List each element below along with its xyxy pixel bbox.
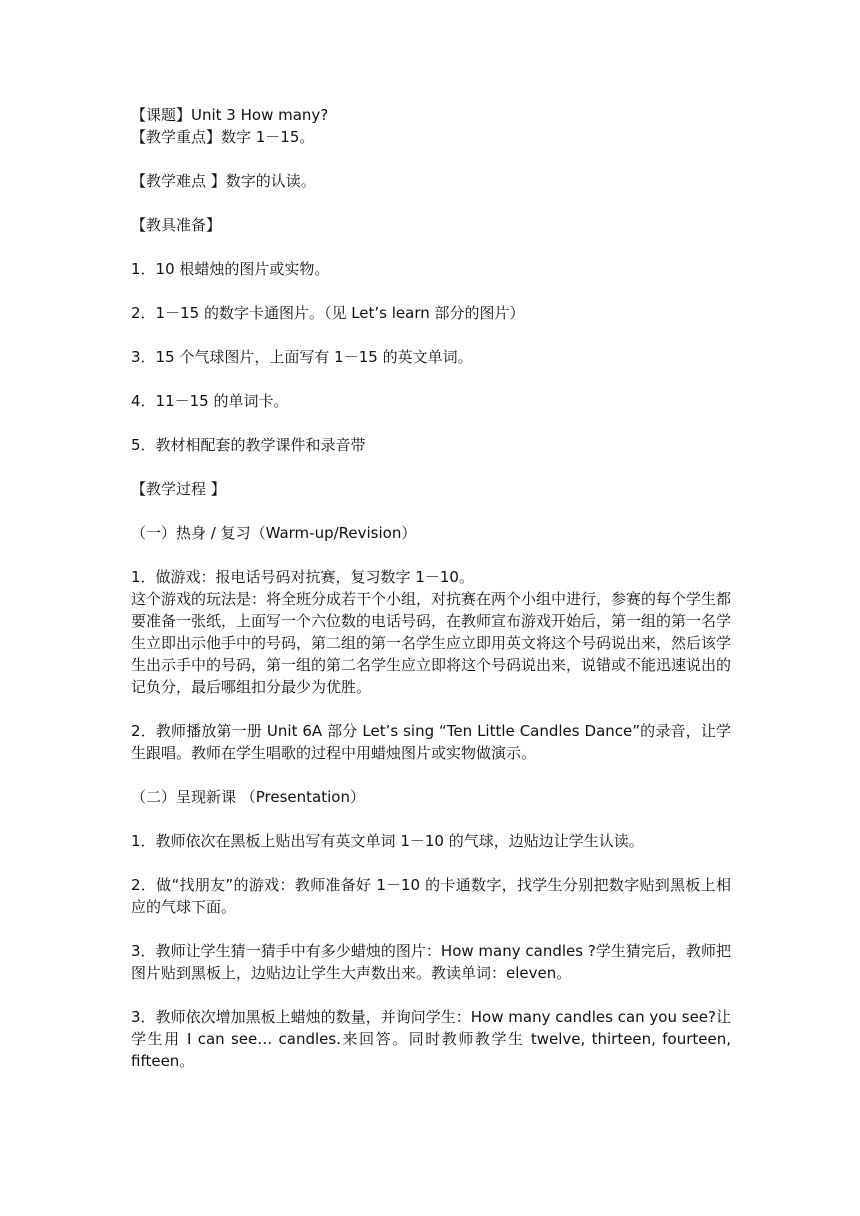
spacer: [131, 500, 731, 522]
materials-item-1: 1．10 根蜡烛的图片或实物。: [131, 260, 330, 278]
section-presentation-heading: （二）呈现新课 （Presentation）: [131, 788, 365, 806]
spacer: [131, 808, 731, 830]
warmup-step-1: 1．做游戏：报电话号码对抗赛，复习数字 1－10。: [131, 568, 474, 586]
spacer: [131, 544, 731, 566]
spacer: [131, 192, 731, 214]
presentation-step-1: 1．教师依次在黑板上贴出写有英文单词 1－10 的气球，边贴边让学生认读。: [131, 832, 644, 850]
teaching-focus: 【教学重点】数字 1－15。: [131, 128, 315, 146]
process-heading: 【教学过程 】: [131, 480, 226, 498]
warmup-step-2: 2．教师播放第一册 Unit 6A 部分 Let’s sing “Ten Little Candles Dance”的录音，让学生跟唱。教师在学生唱歌的过程中用蜡烛图片或实物做演示。: [131, 722, 731, 762]
section-warmup-heading: （一）热身 / 复习（Warm-up/Revision）: [131, 524, 417, 542]
presentation-step-2: 2．做“找朋友”的游戏：教师准备好 1－10 的卡通数字，找学生分别把数字贴到黑板上相应的气球下面。: [131, 876, 731, 916]
materials-item-2: 2．1－15 的数字卡通图片。（见 Let’s learn 部分的图片）: [131, 304, 525, 322]
spacer: [131, 280, 731, 302]
teaching-difficulty: 【教学难点 】数字的认读。: [131, 172, 316, 190]
spacer: [131, 148, 731, 170]
materials-item-5: 5．教材相配套的教学课件和录音带: [131, 436, 366, 454]
spacer: [131, 852, 731, 874]
presentation-step-3b: 3．教师依次增加黑板上蜡烛的数量，并询问学生：How many candles can you see?让学生用 I can see… candles.来回答。同时教师教学生 twelve, thirteen, fourteen, fifteen。: [131, 1008, 731, 1070]
spacer: [131, 918, 731, 940]
spacer: [131, 456, 731, 478]
spacer: [131, 368, 731, 390]
materials-heading: 【教具准备】: [131, 216, 222, 234]
spacer: [131, 698, 731, 720]
spacer: [131, 984, 731, 1006]
presentation-step-3a: 3．教师让学生猜一猜手中有多少蜡烛的图片：How many candles ?学生猜完后，教师把图片贴到黑板上，边贴边让学生大声数出来。教读单词：eleven。: [131, 942, 731, 982]
spacer: [131, 764, 731, 786]
lesson-title: 【课题】Unit 3 How many?: [131, 106, 329, 124]
spacer: [131, 412, 731, 434]
spacer: [131, 324, 731, 346]
spacer: [131, 236, 731, 258]
materials-item-4: 4．11－15 的单词卡。: [131, 392, 289, 410]
materials-item-3: 3．15 个气球图片，上面写有 1－15 的英文单词。: [131, 348, 473, 366]
game-rules-paragraph: 这个游戏的玩法是：将全班分成若干个小组，对抗赛在两个小组中进行，参赛的每个学生都要准备一张纸，上面写一个六位数的电话号码，在教师宣布游戏开始后，第一组的第一名学生立即出示他手中的号码，第二组的第一名学生应立即用英文将这个号码说出来，然后该学生出示手中的号码，第一组的第二名学生应立即将这个号码说出来，说错或不能迅速说出的记负分，最后哪组扣分最少为优胜。: [131, 590, 732, 696]
document-page: [131, 104, 731, 1072]
